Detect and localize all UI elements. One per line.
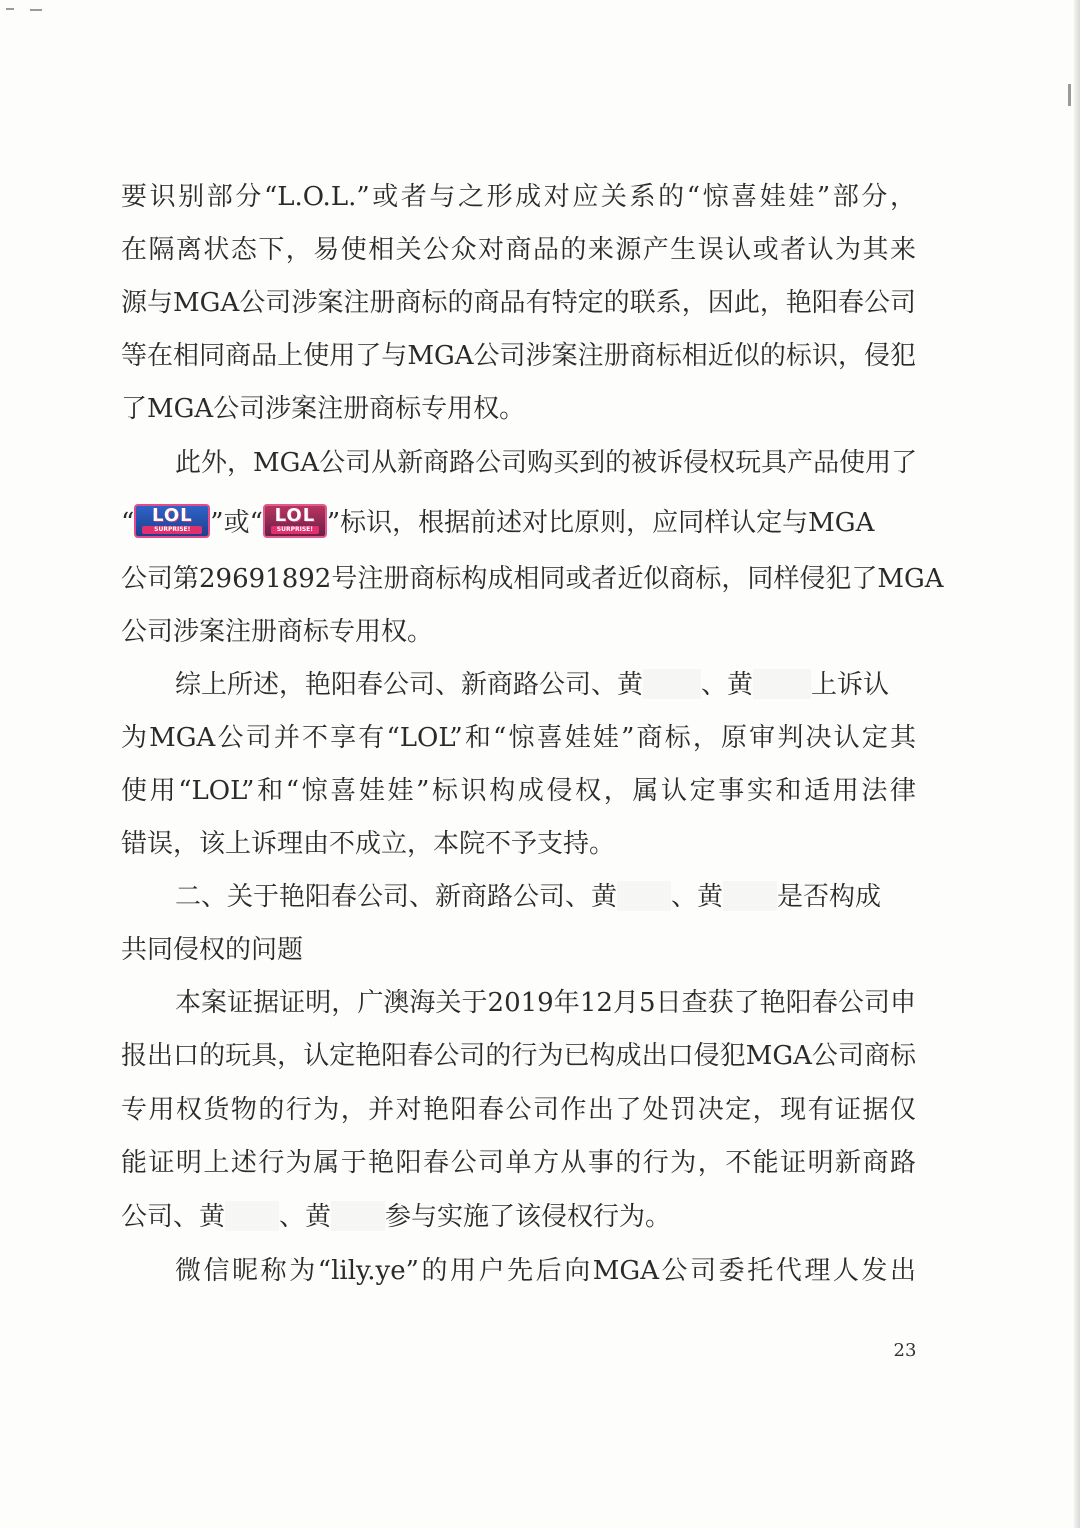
section-heading-line: 共同侵权的问题 xyxy=(121,935,304,965)
text-line: 为MGA公司并不享有“LOL”和“惊喜娃娃”商标，原审判决认定其 xyxy=(121,723,916,753)
text-line: 使用“LOL”和“惊喜娃娃”标识构成侵权，属认定事实和适用法律 xyxy=(121,776,916,806)
text-line: 能证明上述行为属于艳阳春公司单方从事的行为，不能证明新商路 xyxy=(121,1148,916,1178)
paragraph-start-line: 微信昵称为“lily.ye”的用户先后向MGA公司委托代理人发出 xyxy=(175,1256,916,1286)
text-line-with-logos: “ LOL SURPRISE! ”或“ LOL SURPRISE! ”标识，根据前述对比原则，应同样认定与MGA xyxy=(121,505,875,538)
text-line: 要识别部分“L.O.L.”或者与之形成对应关系的“惊喜娃娃”部分， xyxy=(121,182,916,212)
redacted-name xyxy=(331,1201,385,1231)
scan-speck xyxy=(6,8,14,10)
scan-speck xyxy=(1068,84,1071,106)
scan-speck xyxy=(30,9,42,11)
scan-page-edge xyxy=(1074,0,1080,1528)
text-line: 错误，该上诉理由不成立，本院不予支持。 xyxy=(121,829,616,859)
lol-surprise-logo-blue: LOL SURPRISE! xyxy=(134,504,210,538)
text-line: 专用权货物的行为，并对艳阳春公司作出了处罚决定，现有证据仅 xyxy=(121,1095,916,1125)
text-line: 等在相同商品上使用了与MGA公司涉案注册商标相近似的标识，侵犯 xyxy=(121,341,916,371)
redacted-name xyxy=(643,669,701,699)
redacted-name xyxy=(225,1201,279,1231)
paragraph-start-line: 此外，MGA公司从新商路公司购买到的被诉侵权玩具产品使用了 xyxy=(175,448,918,478)
text-line: 了MGA公司涉案注册商标专用权。 xyxy=(121,394,526,424)
redacted-name xyxy=(753,669,811,699)
redacted-name xyxy=(617,881,671,911)
text-line: 公司第29691892号注册商标构成相同或者近似商标，同样侵犯了MGA xyxy=(121,564,944,594)
section-heading-line: 二、关于艳阳春公司、新商路公司、黄 、黄 是否构成 xyxy=(175,882,882,912)
text-line: 在隔离状态下，易使相关公众对商品的来源产生误认或者认为其来 xyxy=(121,235,916,265)
text-line: 公司涉案注册商标专用权。 xyxy=(121,617,434,647)
text-line-with-redactions: 公司、黄 、黄 参与实施了该侵权行为。 xyxy=(121,1202,672,1232)
text-line: 源与MGA公司涉案注册商标的商品有特定的联系，因此，艳阳春公司 xyxy=(121,288,916,318)
redacted-name xyxy=(723,881,777,911)
lol-surprise-logo-pink: LOL SURPRISE! xyxy=(263,504,327,538)
paragraph-start-line: 本案证据证明，广澳海关于2019年12月5日查获了艳阳春公司申 xyxy=(175,988,916,1018)
text-line: 报出口的玩具，认定艳阳春公司的行为已构成出口侵犯MGA公司商标 xyxy=(121,1041,916,1071)
page-number: 23 xyxy=(893,1340,917,1361)
text-line-with-redactions: 综上所述，艳阳春公司、新商路公司、黄 、黄 上诉认 xyxy=(175,670,890,700)
